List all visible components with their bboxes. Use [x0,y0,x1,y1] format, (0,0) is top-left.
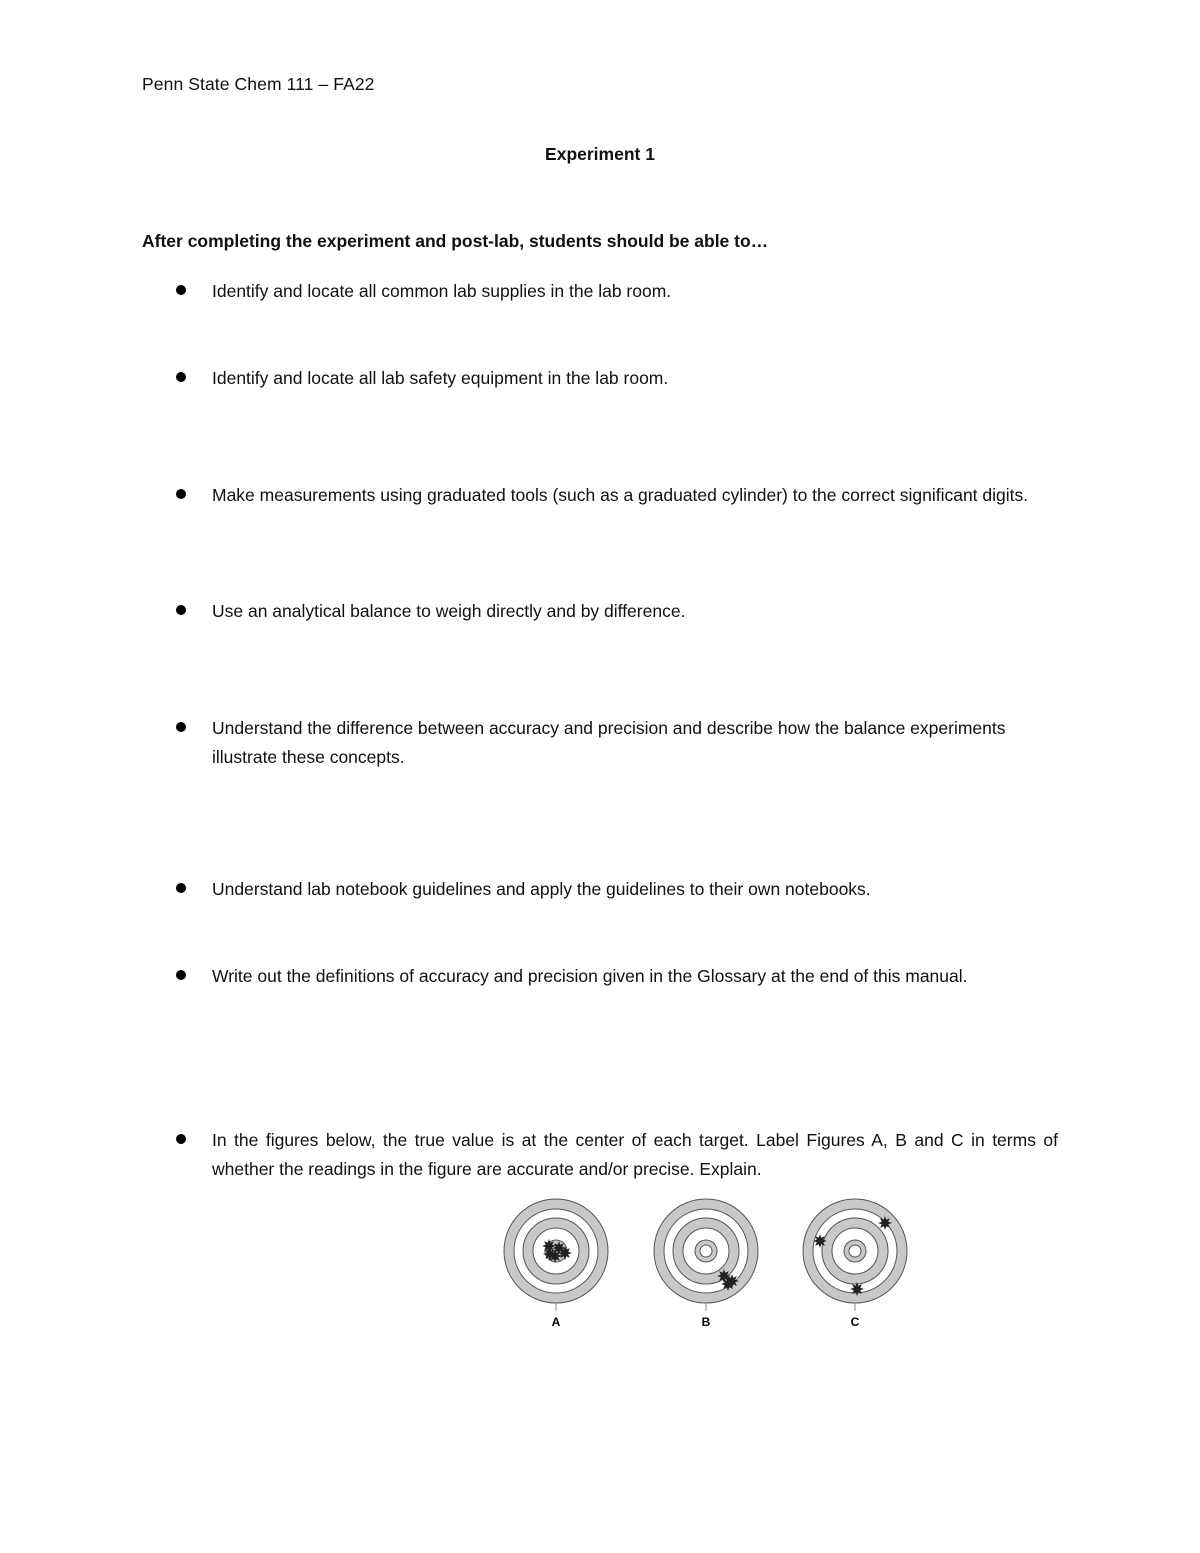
objective-text: In the figures below, the true value is at the center of each target. Label Figures A, B and C in terms of whether the readings in the figure are accurate and/or precise. Explain. [212,1130,1058,1179]
bullet-icon [176,883,186,893]
accuracy-precision-targets [500,1198,912,1332]
objective-text: Make measurements using graduated tools (such as a graduated cylinder) to the correct significant digits. [212,485,1029,505]
objective-text: Use an analytical balance to weigh directly and by difference. [212,601,686,621]
objective-text: Understand the difference between accuracy and precision and describe how the balance experiments illustrate these concepts. [212,718,1006,767]
figure-label: B [701,1315,711,1329]
objective-text: Identify and locate all common lab supplies in the lab room. [212,281,672,301]
objective-text: Identify and locate all lab safety equipment in the lab room. [212,368,669,388]
bullet-icon [176,722,186,732]
target-center [849,1245,861,1257]
objective-text: Write out the definitions of accuracy and precision given in the Glossary at the end of this manual. [212,966,968,986]
figure-label: C [850,1315,860,1329]
bullet-icon [176,1134,186,1144]
objective-text: Understand lab notebook guidelines and apply the guidelines to their own notebooks. [212,879,871,899]
page-header: Penn State Chem 111 – FA22 [142,74,375,94]
bullet-icon [176,605,186,615]
bullet-icon [176,285,186,295]
figure-label: A [551,1315,561,1329]
bullet-icon [176,970,186,980]
bullet-icon [176,372,186,382]
objectives-intro: After completing the experiment and post-lab, students should be able to… [142,231,769,251]
page-title: Experiment 1 [545,144,655,164]
bullet-icon [176,489,186,499]
target-center [700,1245,712,1257]
